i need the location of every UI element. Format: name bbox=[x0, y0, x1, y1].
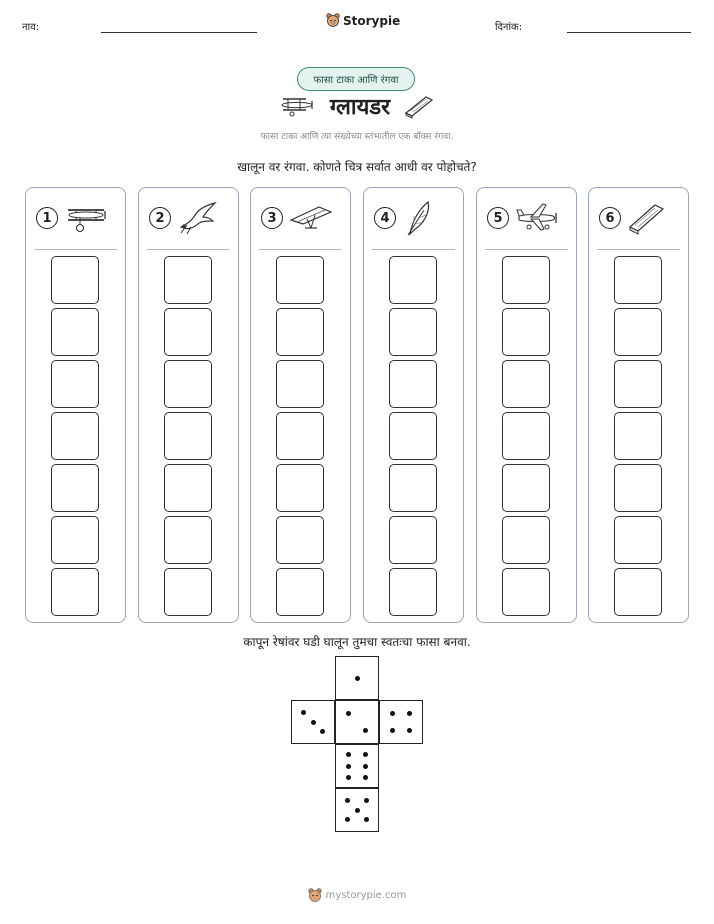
die-pip bbox=[407, 711, 412, 716]
instruction: खालून वर रंगवा. कोणते चित्र सर्वात आधी वर पोहोचते? bbox=[237, 160, 477, 174]
airplane-icon bbox=[515, 202, 559, 234]
column-3 bbox=[250, 187, 351, 623]
color-box[interactable] bbox=[164, 360, 212, 408]
die-face-right[interactable] bbox=[379, 700, 423, 744]
color-box[interactable] bbox=[389, 256, 437, 304]
color-box[interactable] bbox=[502, 568, 550, 616]
color-box[interactable] bbox=[502, 256, 550, 304]
color-box[interactable] bbox=[389, 360, 437, 408]
color-box[interactable] bbox=[51, 516, 99, 564]
color-box[interactable] bbox=[614, 464, 662, 512]
die-pip bbox=[346, 764, 351, 769]
column-number: 4 bbox=[374, 207, 396, 229]
footer bbox=[0, 888, 714, 903]
activity-tag: फासा टाका आणि रंगवा bbox=[297, 67, 415, 91]
plank-icon bbox=[627, 201, 667, 235]
die-face-lower[interactable] bbox=[335, 744, 379, 788]
color-box[interactable] bbox=[389, 412, 437, 460]
page-title: ग्लायडर bbox=[329, 95, 391, 120]
die-pip bbox=[346, 711, 351, 716]
column-number: 3 bbox=[261, 207, 283, 229]
die-pip bbox=[320, 729, 325, 734]
die-pip bbox=[346, 775, 351, 780]
die-pip bbox=[364, 798, 369, 803]
color-box[interactable] bbox=[614, 412, 662, 460]
feather-icon bbox=[402, 200, 432, 236]
die-pip bbox=[355, 808, 360, 813]
hang-glider-icon bbox=[289, 204, 333, 232]
color-box[interactable] bbox=[614, 360, 662, 408]
brand-name: Storypie bbox=[343, 13, 401, 28]
name-label: नाव: bbox=[22, 22, 40, 33]
footer-site: mystorypie.com bbox=[325, 890, 407, 901]
die-pip bbox=[407, 728, 412, 733]
column-number: 5 bbox=[487, 207, 509, 229]
color-box[interactable] bbox=[51, 568, 99, 616]
die-pip bbox=[364, 817, 369, 822]
color-box[interactable] bbox=[502, 360, 550, 408]
die-pip bbox=[355, 676, 360, 681]
column-header bbox=[589, 188, 688, 248]
dice-instruction: कापून रेषांवर घडी घालून तुमचा स्वतःचा फासा बनवा. bbox=[243, 635, 471, 649]
color-box[interactable] bbox=[51, 256, 99, 304]
column-header bbox=[251, 188, 350, 248]
column-divider bbox=[147, 249, 230, 250]
color-box[interactable] bbox=[502, 516, 550, 564]
column-number: 2 bbox=[149, 207, 171, 229]
color-box[interactable] bbox=[614, 308, 662, 356]
color-box[interactable] bbox=[164, 568, 212, 616]
color-box[interactable] bbox=[276, 516, 324, 564]
biplane-icon bbox=[64, 202, 108, 234]
column-divider bbox=[485, 249, 568, 250]
color-box[interactable] bbox=[51, 308, 99, 356]
color-box[interactable] bbox=[389, 516, 437, 564]
die-pip bbox=[346, 752, 351, 757]
color-box[interactable] bbox=[614, 256, 662, 304]
color-box[interactable] bbox=[51, 412, 99, 460]
die-pip bbox=[311, 720, 316, 725]
column-header bbox=[364, 188, 463, 248]
column-header bbox=[477, 188, 576, 248]
die-face-bottom[interactable] bbox=[335, 788, 379, 832]
die-face-left[interactable] bbox=[291, 700, 335, 744]
column-header bbox=[26, 188, 125, 248]
die-pip bbox=[363, 775, 368, 780]
column-divider bbox=[372, 249, 455, 250]
color-box[interactable] bbox=[51, 464, 99, 512]
column-divider bbox=[34, 249, 117, 250]
die-pip bbox=[301, 710, 306, 715]
die-pip bbox=[345, 798, 350, 803]
color-box[interactable] bbox=[389, 464, 437, 512]
die-pip bbox=[390, 728, 395, 733]
storypie-bear-icon bbox=[326, 13, 340, 28]
color-box[interactable] bbox=[276, 568, 324, 616]
color-box[interactable] bbox=[276, 308, 324, 356]
color-box[interactable] bbox=[164, 412, 212, 460]
color-box[interactable] bbox=[276, 360, 324, 408]
plank-icon bbox=[404, 93, 434, 119]
column-divider bbox=[259, 249, 342, 250]
column-5 bbox=[476, 187, 577, 623]
column-2 bbox=[138, 187, 239, 623]
color-box[interactable] bbox=[164, 516, 212, 564]
die-pip bbox=[363, 752, 368, 757]
color-box[interactable] bbox=[164, 464, 212, 512]
column-1 bbox=[25, 187, 126, 623]
date-label: दिनांक: bbox=[495, 22, 523, 33]
storypie-bear-icon bbox=[308, 888, 322, 903]
column-number: 1 bbox=[36, 207, 58, 229]
color-box[interactable] bbox=[389, 568, 437, 616]
color-box[interactable] bbox=[614, 516, 662, 564]
color-box[interactable] bbox=[614, 568, 662, 616]
column-6 bbox=[588, 187, 689, 623]
date-line[interactable] bbox=[567, 32, 691, 33]
die-pip bbox=[390, 711, 395, 716]
column-number: 6 bbox=[599, 207, 621, 229]
color-box[interactable] bbox=[164, 256, 212, 304]
column-4 bbox=[363, 187, 464, 623]
name-line[interactable] bbox=[101, 32, 257, 33]
die-face-center[interactable] bbox=[335, 700, 379, 744]
die-pip bbox=[363, 764, 368, 769]
color-box[interactable] bbox=[276, 412, 324, 460]
die-pip bbox=[345, 817, 350, 822]
column-header bbox=[139, 188, 238, 248]
color-box[interactable] bbox=[276, 256, 324, 304]
bird-icon bbox=[177, 201, 217, 235]
die-face-top[interactable] bbox=[335, 656, 379, 700]
color-box[interactable] bbox=[502, 464, 550, 512]
title-row bbox=[0, 91, 714, 121]
glider-icon bbox=[280, 95, 316, 117]
color-box[interactable] bbox=[51, 360, 99, 408]
color-box[interactable] bbox=[389, 308, 437, 356]
brand-logo bbox=[326, 13, 400, 28]
color-box[interactable] bbox=[502, 308, 550, 356]
die-pip bbox=[363, 728, 368, 733]
color-box[interactable] bbox=[276, 464, 324, 512]
subtitle: फासा टाका आणि त्या संख्येच्या स्तंभातील एक बॉक्स रंगवा. bbox=[260, 132, 454, 142]
column-divider bbox=[597, 249, 680, 250]
color-box[interactable] bbox=[164, 308, 212, 356]
color-box[interactable] bbox=[502, 412, 550, 460]
